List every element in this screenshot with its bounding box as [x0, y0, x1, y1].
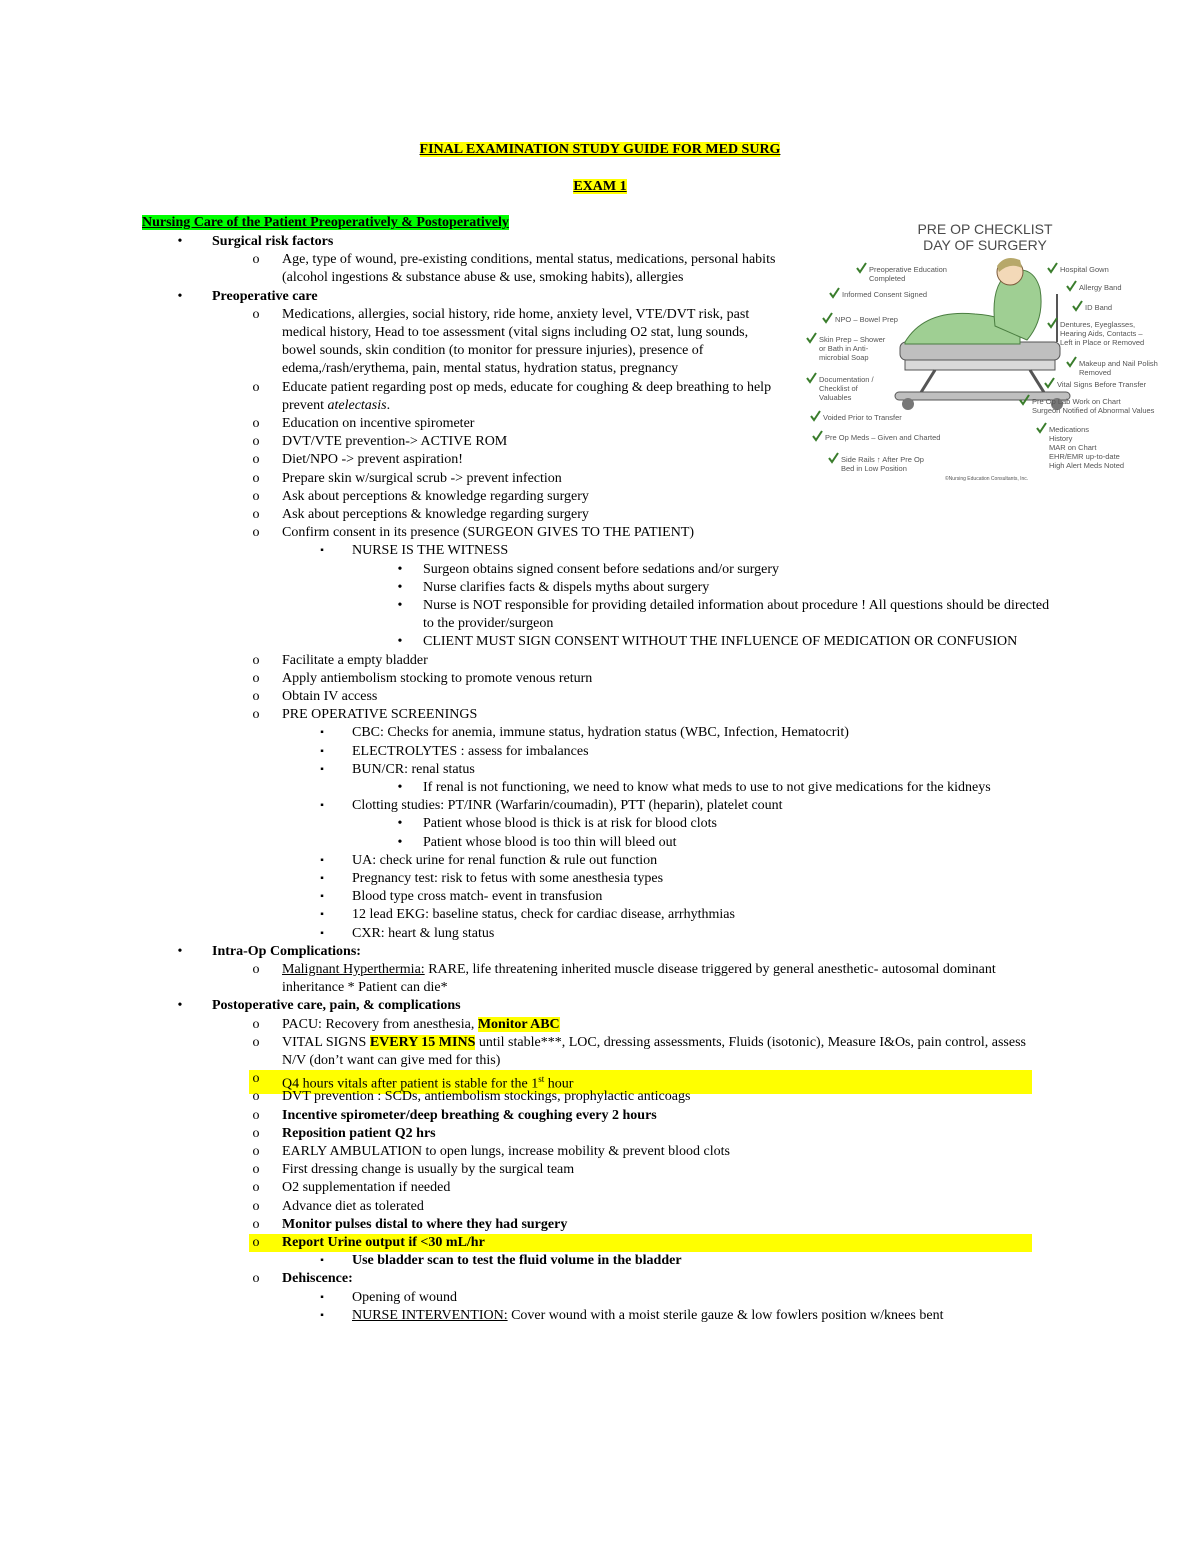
checklist-item-text: Valuables [819, 393, 852, 402]
bullet-marker: ▪ [320, 1309, 324, 1321]
line-text: Blood type cross match- event in transfusion [352, 889, 603, 905]
line-text: NURSE IS THE WITNESS [352, 543, 509, 559]
section-heading: Nursing Care of the Patient Preoperatively & Postoperatively [142, 215, 509, 230]
outline-text [282, 306, 782, 378]
outline-text [352, 888, 1052, 906]
line-text: UA: check urine for renal function & rule out function [352, 852, 658, 868]
check-icon [1048, 318, 1057, 327]
outline-text [352, 852, 1052, 870]
line-text: VITAL SIGNS [282, 1034, 370, 1050]
line-text: CXR: heart & lung status [352, 925, 495, 941]
checklist-item-text: Pre Op Meds – Given and Charted [825, 433, 941, 442]
outline-line [315, 852, 1052, 870]
outline-text [423, 815, 1063, 833]
line-text: Q4 hours vitals after patient is stable for the 1 [282, 1076, 539, 1092]
outline-text [282, 688, 782, 706]
bullet-marker: • [397, 561, 403, 577]
line-text: Use bladder scan to test the fluid volume in the bladder [352, 1253, 682, 1269]
checklist-item-text: NPO – Bowel Prep [835, 315, 898, 324]
bullet-marker: ▪ [320, 873, 324, 884]
outline-text [352, 542, 1052, 560]
outline-text [352, 925, 1052, 943]
check-icon [1073, 301, 1082, 310]
outline-line [173, 288, 812, 306]
line-text: Facilitate a empty bladder [282, 652, 428, 668]
line-text: Education on incentive spirometer [282, 416, 475, 431]
line-text: Intra-Op Complications: [212, 943, 361, 959]
underlined-label: NURSE INTERVENTION: [352, 1307, 508, 1323]
outline-text [282, 1161, 1032, 1179]
bullet-marker: o [252, 1107, 260, 1123]
line-text: Opening of wound [352, 1289, 457, 1305]
line-text: Clotting studies: PT/INR (Warfarin/coumadin), PTT (heparin), platelet count [352, 798, 783, 814]
line-text: Surgeon obtains signed consent before sedations and/or surgery [423, 561, 780, 577]
line-text: BUN/CR: renal status [352, 761, 475, 777]
check-icon [830, 288, 839, 297]
outline-line [315, 743, 1052, 761]
outline-text [352, 797, 1052, 815]
check-icon [1067, 357, 1076, 366]
outline-line [249, 1034, 1032, 1070]
outline-text [212, 943, 812, 961]
outline-text [352, 906, 1052, 924]
bullet-marker: o [252, 488, 260, 504]
check-icon [823, 313, 832, 322]
bullet-marker: o [252, 670, 260, 686]
bullet-marker: o [252, 1016, 260, 1032]
checklist-item-text: History [1049, 434, 1073, 443]
wheel [902, 398, 914, 410]
line-text-tail: . [386, 397, 391, 413]
outline-line [249, 1143, 1032, 1161]
checklist-item-text: Vital Signs Before Transfer [1057, 380, 1147, 389]
bullet-marker: • [397, 780, 403, 795]
outline-text [282, 251, 782, 287]
outline-line [249, 670, 782, 688]
line-text: Report Urine output if <30 mL/hr [282, 1235, 485, 1250]
outline-text [282, 1125, 1032, 1143]
bullet-marker: o [252, 1235, 260, 1250]
bullet-marker: o [252, 507, 260, 522]
outline-line [249, 1016, 1032, 1034]
checklist-item-text: Completed [869, 274, 906, 283]
outline-line [249, 1088, 1032, 1106]
outline-text [282, 1016, 1032, 1034]
bullet-marker: • [397, 634, 403, 650]
line-text: Diet/NPO -> prevent aspiration! [282, 452, 463, 468]
outline-line [393, 633, 1063, 651]
outline-text [352, 1289, 1052, 1307]
outline-line [249, 688, 782, 706]
outline-text [282, 1143, 1032, 1161]
bullet-marker: o [252, 1144, 260, 1159]
outline-text [282, 379, 782, 415]
checklist-item-text: Side Rails ↑ After Pre Op [841, 455, 924, 464]
check-icon [829, 453, 838, 462]
checklist-item-text: Informed Consent Signed [842, 290, 928, 299]
check-icon [857, 263, 866, 272]
bullet-marker: ▪ [320, 727, 324, 739]
outline-line [249, 1270, 1032, 1288]
checklist-item-text: Voided Prior to Transfer [823, 413, 902, 422]
outline-line [249, 1234, 1032, 1252]
bullet-marker: o [252, 962, 260, 977]
checklist-item-text: MAR on Chart [1049, 443, 1097, 452]
checklist-subtitle: DAY OF SURGERY [923, 237, 1047, 253]
outline-text [423, 633, 1063, 651]
checklist-item-text: or Bath in Anti- [819, 344, 869, 353]
check-icon [1067, 281, 1076, 290]
line-text: Prepare skin w/surgical scrub -> prevent infection [282, 470, 562, 486]
outline-text [282, 1107, 1032, 1125]
preop-checklist-figure [805, 214, 1160, 486]
outline-line [315, 906, 1052, 924]
line-text: EARLY AMBULATION to open lungs, increase mobility & prevent blood clots [282, 1144, 730, 1159]
outline-line [315, 1252, 1052, 1270]
bullet-marker: ▪ [320, 891, 324, 903]
check-icon [1048, 263, 1057, 272]
bullet-marker: • [397, 834, 403, 850]
checklist-item-text: Medications [1049, 425, 1090, 434]
outline-text [282, 1179, 1032, 1197]
outline-line [249, 961, 1032, 997]
outline-text [282, 433, 782, 451]
line-text: DVT prevention : SCDs, antiembolism stockings, prophylactic anticoags [282, 1089, 691, 1105]
outline-text [352, 1252, 1052, 1270]
checklist-item-text: Hearing Aids, Contacts – [1060, 329, 1143, 338]
bullet-marker: • [397, 579, 403, 595]
outline-text [423, 834, 1063, 852]
line-text: O2 supplementation if needed [282, 1180, 451, 1196]
line-text: Patient whose blood is thick is at risk for blood clots [423, 816, 717, 832]
bullet-marker: ▪ [320, 545, 324, 557]
bullet-marker: ▪ [320, 854, 324, 866]
outline-text [282, 415, 782, 433]
outline-line [249, 251, 782, 287]
bullet-marker: • [177, 998, 183, 1014]
outline-text [423, 579, 1063, 597]
bullet-marker: o [252, 434, 260, 450]
line-text: DVT/VTE prevention-> ACTIVE ROM [282, 434, 508, 450]
line-text: Educate patient regarding post op meds, educate for coughing & deep breathing to help prevent [282, 379, 772, 413]
outline-text [282, 1088, 1032, 1106]
line-text: Monitor pulses distal to where they had surgery [282, 1216, 568, 1232]
bullet-marker: o [252, 1125, 260, 1141]
outline-text [423, 597, 1063, 633]
outline-line [249, 1216, 1032, 1234]
line-text: Obtain IV access [282, 689, 378, 704]
line-text: RARE, life threatening inherited muscle disease triggered by general anesthetic- autosomal dominant inheritance * Patient can die* [282, 962, 996, 995]
bullet-marker: o [252, 1034, 260, 1050]
line-text-tail: : [348, 1271, 353, 1287]
checklist-item-text: High Alert Meds Noted [1049, 461, 1125, 470]
bullet-marker: o [252, 452, 260, 468]
outline-line [393, 561, 1063, 579]
line-text: Ask about perceptions & knowledge regarding surgery [282, 488, 589, 504]
bullet-marker: o [252, 1180, 260, 1196]
line-text: Apply antiembolism stocking to promote venous return [282, 670, 593, 686]
outline-line [249, 488, 782, 506]
bullet-marker: ▪ [320, 763, 324, 775]
line-text: Pregnancy test: risk to fetus with some anesthesia types [352, 871, 664, 886]
outline-text [282, 506, 782, 524]
document-title: FINAL EXAMINATION STUDY GUIDE FOR MED SURG [419, 142, 781, 157]
checklist-item-text: Allergy Band [1079, 283, 1122, 292]
checklist-item-text: Bed in Low Position [841, 464, 907, 473]
outline-line [249, 379, 782, 415]
line-text: Cover wound with a moist sterile gauze & low fowlers position w/knees bent [507, 1307, 944, 1323]
outline-line [315, 761, 1052, 779]
bullet-marker: ▪ [320, 1255, 324, 1267]
outline-line [315, 1307, 1052, 1325]
checklist-item-text: Skin Prep – Shower [819, 335, 886, 344]
line-text: If renal is not functioning, we need to know what meds to use to not give medications for the kidneys [423, 780, 991, 795]
line-text: Confirm consent in its presence (SURGEON GIVES TO THE PATIENT) [282, 525, 695, 541]
outline-text [423, 779, 1063, 797]
outline-text [212, 233, 812, 251]
checklist-item-text: EHR/EMR up-to-date [1049, 452, 1120, 461]
outline-text [282, 652, 782, 670]
highlighted-text: EVERY 15 MINS [369, 1034, 476, 1050]
line-text: Nurse clarifies facts & dispels myths about surgery [423, 579, 710, 595]
outline-line [249, 524, 782, 542]
line-text: PRE OPERATIVE SCREENINGS [282, 707, 478, 723]
outline-line [249, 415, 782, 433]
line-text: Age, type of wound, pre-existing conditions, mental status, medications, personal habits (alcohol ingestions & substance abuse & use, smoking habits), allergies [282, 252, 776, 286]
outline-text [352, 724, 1052, 742]
outline-text [282, 961, 1032, 997]
outline-text [352, 870, 1052, 888]
outline-line [315, 1289, 1052, 1307]
line-text: Nurse is NOT responsible for providing detailed information about procedure ! All questions should be directed to the provider/surgeon [423, 598, 1050, 631]
outline-text [282, 488, 782, 506]
outline-line [393, 834, 1063, 852]
line-text: Preoperative care [212, 288, 318, 304]
outline-text [423, 561, 1063, 579]
line-text: Surgical risk factors [212, 234, 334, 249]
bullet-marker: o [252, 652, 260, 668]
outline-text [212, 288, 812, 306]
bullet-marker: o [252, 689, 260, 704]
outline-line [393, 579, 1063, 597]
outline-line [249, 506, 782, 524]
superscript: st [538, 1074, 545, 1085]
checklist-item-text: Left in Place or Removed [1060, 338, 1145, 347]
bullet-marker: o [252, 1089, 260, 1105]
outline-text [282, 1216, 1032, 1234]
bullet-marker: o [252, 416, 260, 431]
line-text-tail: until stable***, LOC, dressing assessments, Fluids (isotonic), Measure I&Os, pain control, assess N/V (don’t want can give med for this) [282, 1034, 1026, 1068]
outline-line [249, 652, 782, 670]
bullet-marker: ▪ [320, 927, 324, 939]
bullet-marker: ▪ [320, 909, 324, 921]
bullet-marker: ▪ [320, 745, 324, 757]
outline-line [249, 451, 782, 469]
outline-text [282, 1034, 1032, 1070]
outline-text [282, 1234, 1032, 1252]
preop-checklist-illustration [805, 214, 1160, 486]
bullet-marker: ▪ [320, 1291, 324, 1303]
bullet-marker: • [177, 234, 183, 249]
line-text: Advance diet as tolerated [282, 1198, 424, 1214]
bullet-marker: • [177, 943, 183, 959]
checklist-title: PRE OP CHECKLIST [917, 221, 1053, 237]
line-text: 12 lead EKG: baseline status, check for cardiac disease, arrhythmias [352, 907, 735, 923]
line-text: CBC: Checks for anemia, immune status, hydration status (WBC, Infection, Hematocrit) [352, 725, 849, 741]
check-icon [811, 411, 820, 420]
bullet-marker: o [252, 252, 260, 268]
outline-text [352, 1307, 1052, 1325]
bullet-marker: • [397, 598, 403, 613]
outline-text [282, 451, 782, 469]
italic-term: atelectasis [327, 397, 387, 413]
check-icon [807, 333, 816, 342]
outline-line [249, 1161, 1032, 1179]
bullet-marker: o [252, 525, 260, 541]
checklist-item-text: Surgeon Notified of Abnormal Values [1032, 406, 1155, 415]
outline-text [282, 706, 1032, 724]
checklist-item-text: Documentation / [819, 375, 874, 384]
outline-line [249, 306, 782, 378]
check-icon [1037, 423, 1046, 432]
outline-line [315, 542, 1052, 560]
line-text: CLIENT MUST SIGN CONSENT WITHOUT THE INFLUENCE OF MEDICATION OR CONFUSION [423, 634, 1018, 650]
stretcher-frame [905, 360, 1055, 370]
underlined-label: Malignant Hyperthermia: [282, 962, 425, 977]
line-text: First dressing change is usually by the surgical team [282, 1162, 575, 1178]
outline-line [249, 470, 782, 488]
stretcher-bed [900, 342, 1060, 360]
checklist-item-text: Checklist of [819, 384, 858, 393]
outline-text [282, 1198, 1032, 1216]
checklist-item-text: Hospital Gown [1060, 265, 1109, 274]
outline-line [249, 1125, 1032, 1143]
bullet-marker: o [252, 379, 260, 395]
outline-line [173, 997, 812, 1015]
outline-line [173, 233, 812, 251]
outline-line [315, 724, 1052, 742]
line-text-tail: hour [544, 1076, 574, 1092]
outline-line [393, 597, 1063, 633]
bullet-marker: o [252, 1271, 260, 1287]
bullet-marker: o [252, 707, 260, 723]
bullet-marker: • [397, 816, 403, 832]
line-text: Ask about perceptions & knowledge regarding surgery [282, 507, 589, 522]
line-text: Incentive spirometer/deep breathing & coughing every 2 hours [282, 1107, 657, 1123]
checklist-item-text: Dentures, Eyeglasses, [1060, 320, 1136, 329]
bullet-marker: o [252, 1216, 260, 1232]
checklist-item-text: microbial Soap [819, 353, 869, 362]
checklist-item-text: Preoperative Education [869, 265, 947, 274]
outline-text [282, 470, 782, 488]
outline-line [393, 779, 1063, 797]
outline-line [249, 1107, 1032, 1125]
outline-line [315, 870, 1052, 888]
highlighted-text: Monitor ABC [477, 1016, 560, 1032]
outline-text [282, 524, 782, 542]
bullet-marker: o [252, 1162, 260, 1178]
outline-line [315, 925, 1052, 943]
check-icon [813, 431, 822, 440]
outline-text [212, 997, 812, 1015]
stretcher-leg [1030, 370, 1045, 394]
line-text: Postoperative care, pain, & complications [212, 998, 461, 1014]
outline-text [352, 743, 1052, 761]
bullet-marker: o [252, 1198, 260, 1214]
bullet-marker: o [252, 1071, 260, 1087]
outline-line [249, 706, 1032, 724]
exam-label: EXAM 1 [573, 179, 627, 194]
outline-line [249, 1198, 1032, 1216]
outline-line [315, 888, 1052, 906]
outline-line [173, 943, 812, 961]
bullet-marker: • [177, 288, 183, 304]
outline-text [282, 670, 782, 688]
bullet-marker: o [252, 306, 260, 322]
checklist-item-text: Pre Op Lab Work on Chart [1032, 397, 1121, 406]
stretcher-leg [920, 370, 935, 394]
check-icon [1045, 378, 1054, 387]
line-text: ELECTROLYTES : assess for imbalances [352, 743, 589, 759]
outline-text [282, 1270, 1032, 1288]
outline-line [315, 797, 1052, 815]
checklist-copyright: ©Nursing Education Consultants, Inc. [945, 476, 1029, 482]
line-text: Medications, allergies, social history, ride home, anxiety level, VTE/DVT risk, past medical history, Head to toe assessment (vital signs including O2 stat, lung sounds, bowel sounds, skin condition (to monitor for pressure injuries), presence of edema,/rash/erythema, pain, mental status, hydration status, pregnancy [282, 306, 750, 376]
bullet-marker: ▪ [320, 800, 324, 812]
bullet-marker: o [252, 470, 260, 486]
checklist-item-text: Removed [1079, 368, 1112, 377]
outline-line [249, 433, 782, 451]
outline-text [352, 761, 1052, 779]
check-icon [807, 373, 816, 382]
checklist-item-text: ID Band [1085, 303, 1113, 312]
line-text: Dehiscence [282, 1271, 349, 1287]
outline-line [393, 815, 1063, 833]
outline-line [249, 1179, 1032, 1197]
line-text: Reposition patient Q2 hrs [282, 1125, 436, 1141]
line-text: PACU: Recovery from anesthesia, [282, 1016, 478, 1032]
checklist-item-text: Makeup and Nail Polish [1079, 359, 1158, 368]
line-text: Patient whose blood is too thin will bleed out [423, 834, 677, 850]
